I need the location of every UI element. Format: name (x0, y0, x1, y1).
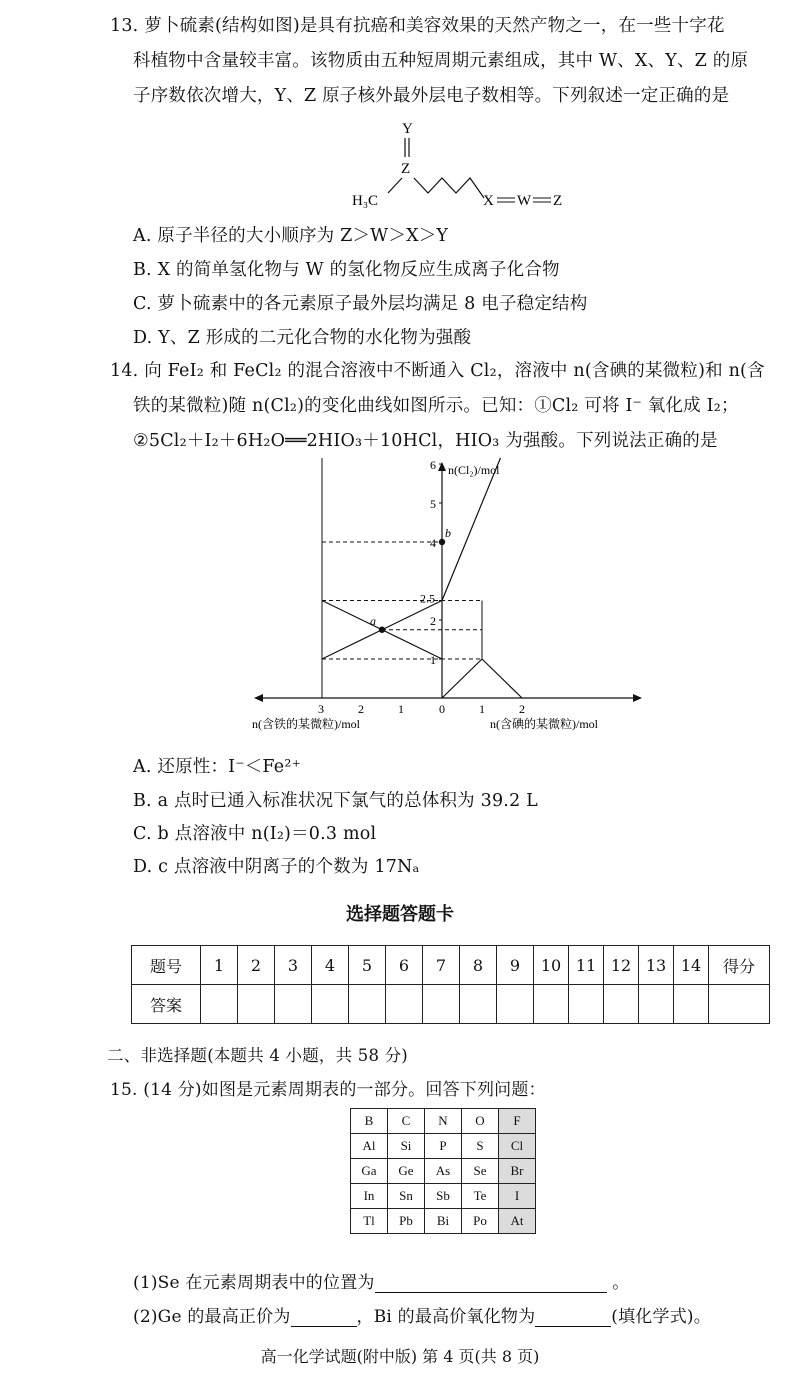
q13-option-a: A. 原子半径的大小顺序为 Z＞W＞X＞Y (133, 226, 449, 246)
q13-line-3: 子序数依次增大，Y、Z 原子核外最外层电子数相等。下列叙述一定正确的是 (133, 86, 730, 106)
q15-sub-2-text-b: ，Bi 的最高价氧化物为 (356, 1307, 536, 1327)
q14-option-d: D. c 点溶液中阴离子的个数为 17Nₐ (133, 857, 420, 877)
card-answer-cell[interactable] (604, 985, 639, 1024)
x-tick-label-left: 3 (318, 702, 324, 716)
x-tick-label-right: 2 (519, 702, 525, 716)
card-answer-cell[interactable] (386, 985, 423, 1024)
page-footer: 高一化学试题(附中版) 第 4 页(共 8 页) (260, 1347, 540, 1366)
card-answer-cell[interactable] (312, 985, 349, 1024)
answer-card-table (131, 945, 770, 1024)
element-cell: P (425, 1134, 462, 1159)
x-tick-label-right: 0 (439, 702, 445, 716)
card-answer-cell[interactable] (569, 985, 604, 1024)
q15-sub-2-text-c: (填化学式)。 (611, 1307, 711, 1327)
q14-line-3: ②5Cl₂＋I₂＋6H₂O══2HIO₃＋10HCl，HIO₃ 为强酸。下列说法正确的是 (133, 431, 718, 451)
element-cell: B (351, 1109, 388, 1134)
element-cell: Br (499, 1159, 536, 1184)
card-head-score: 得分 (709, 946, 770, 985)
element-cell: Se (462, 1159, 499, 1184)
card-head-num: 14 (674, 946, 709, 985)
card-answer-cell[interactable] (639, 985, 674, 1024)
card-head-num: 6 (386, 946, 423, 985)
answer-card-header-row (132, 946, 770, 985)
x-axis-arrow-left (254, 694, 263, 702)
q15-sub-1-end: 。 (612, 1273, 630, 1293)
card-answer-cell[interactable] (674, 985, 709, 1024)
card-answer-cell[interactable] (709, 985, 770, 1024)
structure-x: X (483, 193, 494, 209)
y-axis-arrow (438, 462, 446, 471)
element-cell: Te (462, 1184, 499, 1209)
element-cell: Ge (388, 1159, 425, 1184)
q14-option-a: A. 还原性：I⁻＜Fe²⁺ (133, 757, 302, 777)
q15-sub-2 (133, 1302, 711, 1327)
card-head-num: 7 (423, 946, 460, 985)
y-tick-label: 5 (430, 497, 436, 511)
periodic-row (351, 1209, 536, 1234)
periodic-table-fragment (350, 1108, 536, 1234)
answer-card-answer-row (132, 985, 770, 1024)
element-cell: Sb (425, 1184, 462, 1209)
q15-sub-1 (133, 1268, 629, 1293)
element-cell: Pb (388, 1209, 425, 1234)
element-cell: S (462, 1134, 499, 1159)
series-line-3 (482, 659, 522, 698)
card-head-num: 9 (497, 946, 534, 985)
structure-z: Z (401, 161, 411, 177)
x-axis-title-left: n(含铁的某微粒)/mol (252, 717, 360, 731)
periodic-row (351, 1134, 536, 1159)
x-axis-arrow-right (633, 694, 642, 702)
point-a (379, 627, 385, 633)
section-2-heading: 二、非选择题(本题共 4 小题，共 58 分) (107, 1046, 408, 1065)
card-answer-cell[interactable] (460, 985, 497, 1024)
y-tick-label: 1 (430, 653, 436, 667)
element-cell: As (425, 1159, 462, 1184)
element-cell: F (499, 1109, 536, 1134)
card-head-num: 10 (534, 946, 569, 985)
element-cell: Ga (351, 1159, 388, 1184)
q15-intro: 15. (14 分)如图是元素周期表的一部分。回答下列问题： (110, 1080, 546, 1100)
card-head-num: 2 (238, 946, 275, 985)
card-head-num: 3 (275, 946, 312, 985)
card-answer-cell[interactable] (497, 985, 534, 1024)
series-line-4 (442, 458, 522, 601)
q15-sub-2-text-a: (2)Ge 的最高正价为 (133, 1307, 291, 1327)
q13-option-c: C. 萝卜硫素中的各元素原子最外层均满足 8 电子稳定结构 (133, 294, 588, 314)
y-tick-label: 4 (430, 536, 436, 550)
element-cell: N (425, 1109, 462, 1134)
q15-sub-2-answer-blank-2[interactable] (535, 1308, 611, 1327)
point-label-a: a (370, 613, 376, 628)
element-cell: At (499, 1209, 536, 1234)
card-head-num: 11 (569, 946, 604, 985)
element-cell: Cl (499, 1134, 536, 1159)
element-cell: In (351, 1184, 388, 1209)
q15-sub-2-answer-blank-1[interactable] (291, 1308, 357, 1327)
card-answer-cell[interactable] (534, 985, 569, 1024)
x-tick-label-left: 2 (358, 702, 364, 716)
y-tick-label: 6 (430, 458, 436, 472)
x-tick-label-left: 1 (398, 702, 404, 716)
structure-ch3: H₃C (352, 193, 379, 209)
structure-z2: Z (553, 193, 563, 209)
q14-line-1: 14. 向 FeI₂ 和 FeCl₂ 的混合溶液中不断通入 Cl₂，溶液中 n(含碘的某微粒)和 n(含 (110, 361, 765, 381)
q14-chart (250, 458, 650, 748)
element-cell: Sn (388, 1184, 425, 1209)
q13-option-d: D. Y、Z 形成的二元化合物的水化物为强酸 (133, 328, 472, 348)
card-head-num: 8 (460, 946, 497, 985)
point-label-b: b (445, 526, 451, 540)
q14-option-c: C. b 点溶液中 n(I₂)＝0.3 mol (133, 824, 377, 844)
card-head-num: 13 (639, 946, 674, 985)
structure-y: Y (402, 121, 413, 137)
element-cell: Si (388, 1134, 425, 1159)
y-axis-title: n(Cl₂)/mol (448, 463, 500, 477)
element-cell: Po (462, 1209, 499, 1234)
card-answer-cell[interactable] (238, 985, 275, 1024)
card-head-num: 5 (349, 946, 386, 985)
card-answer-label: 答案 (132, 985, 201, 1024)
periodic-row (351, 1184, 536, 1209)
answer-card-title: 选择题答题卡 (346, 904, 454, 925)
element-cell: Tl (351, 1209, 388, 1234)
element-cell: Al (351, 1134, 388, 1159)
series-line-2 (442, 659, 482, 698)
q13-line-1: 13. 萝卜硫素(结构如图)是具有抗癌和美容效果的天然产物之一，在一些十字花 (110, 16, 725, 36)
element-cell: O (462, 1109, 499, 1134)
q14-line-2: 铁的某微粒)随 n(Cl₂)的变化曲线如图所示。已知：①Cl₂ 可将 I⁻ 氧化成 I₂； (133, 396, 739, 416)
q13-line-2: 科植物中含量较丰富。该物质由五种短周期元素组成，其中 W、X、Y、Z 的原 (133, 51, 749, 71)
periodic-row (351, 1159, 536, 1184)
card-head-num: 4 (312, 946, 349, 985)
x-axis-title-right: n(含碘的某微粒)/mol (490, 717, 598, 731)
q15-sub-1-text: (1)Se 在元素周期表中的位置为 (133, 1273, 375, 1293)
x-tick-label-right: 1 (479, 702, 485, 716)
card-answer-cell[interactable] (201, 985, 238, 1024)
card-head-num: 1 (201, 946, 238, 985)
card-answer-cell[interactable] (275, 985, 312, 1024)
element-cell: I (499, 1184, 536, 1209)
card-answer-cell[interactable] (423, 985, 460, 1024)
q15-sub-1-answer-blank[interactable] (375, 1274, 607, 1293)
q13-option-b: B. X 的简单氢化物与 W 的氢化物反应生成离子化合物 (133, 260, 560, 280)
q14-option-b: B. a 点时已通入标准状况下氯气的总体积为 39.2 L (133, 791, 538, 811)
y-tick-label: 2.5 (420, 591, 435, 606)
card-head-num: 12 (604, 946, 639, 985)
periodic-row (351, 1109, 536, 1134)
card-answer-cell[interactable] (349, 985, 386, 1024)
structure-w: W (517, 193, 532, 209)
element-cell: Bi (425, 1209, 462, 1234)
element-cell: C (388, 1109, 425, 1134)
card-head-label: 题号 (132, 946, 201, 985)
y-tick-label: 2 (430, 614, 436, 628)
q13-structure-diagram (340, 113, 580, 213)
